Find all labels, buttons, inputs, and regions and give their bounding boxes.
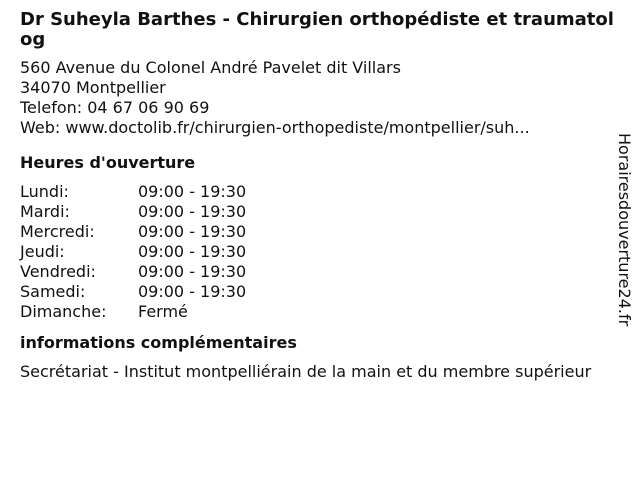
time-value: Fermé [138,302,188,321]
time-value: 09:00 - 19:30 [138,242,247,261]
contact-block [20,58,616,138]
site-watermark: Horairesdouverture24.fr [615,133,634,327]
hours-heading: Heures d'ouverture [20,153,196,172]
day-label: Lundi: [20,182,69,201]
time-value: 09:00 - 19:30 [138,282,247,301]
hours-row-saturday [20,282,616,302]
hours-row-tuesday [20,202,616,222]
page-title: Dr Suheyla Barthes - Chirurgien orthopédiste et traumatolog [20,9,614,50]
day-label: Mardi: [20,202,70,221]
day-label: Mercredi: [20,222,95,241]
phone-number: Telefon: 04 67 06 90 69 [20,98,210,117]
address-street: 560 Avenue du Colonel André Pavelet dit Villars [20,58,401,77]
hours-row-friday [20,262,616,282]
hours-row-thursday [20,242,616,262]
hours-row-wednesday [20,222,616,242]
info-heading: informations complémentaires [20,333,297,352]
website-link: Web: www.doctolib.fr/chirurgien-orthopediste/montpellier/suh... [20,118,530,137]
business-card [20,10,616,382]
hours-row-monday [20,182,616,202]
opening-hours-table [20,182,616,322]
day-label: Dimanche: [20,302,107,321]
info-text: Secrétariat - Institut montpelliérain de la main et du membre supérieur [20,362,592,381]
address-city: 34070 Montpellier [20,78,166,97]
time-value: 09:00 - 19:30 [138,202,247,221]
hours-row-sunday [20,302,616,322]
time-value: 09:00 - 19:30 [138,262,247,281]
day-label: Jeudi: [20,242,65,261]
day-label: Samedi: [20,282,86,301]
day-label: Vendredi: [20,262,96,281]
time-value: 09:00 - 19:30 [138,222,247,241]
time-value: 09:00 - 19:30 [138,182,247,201]
